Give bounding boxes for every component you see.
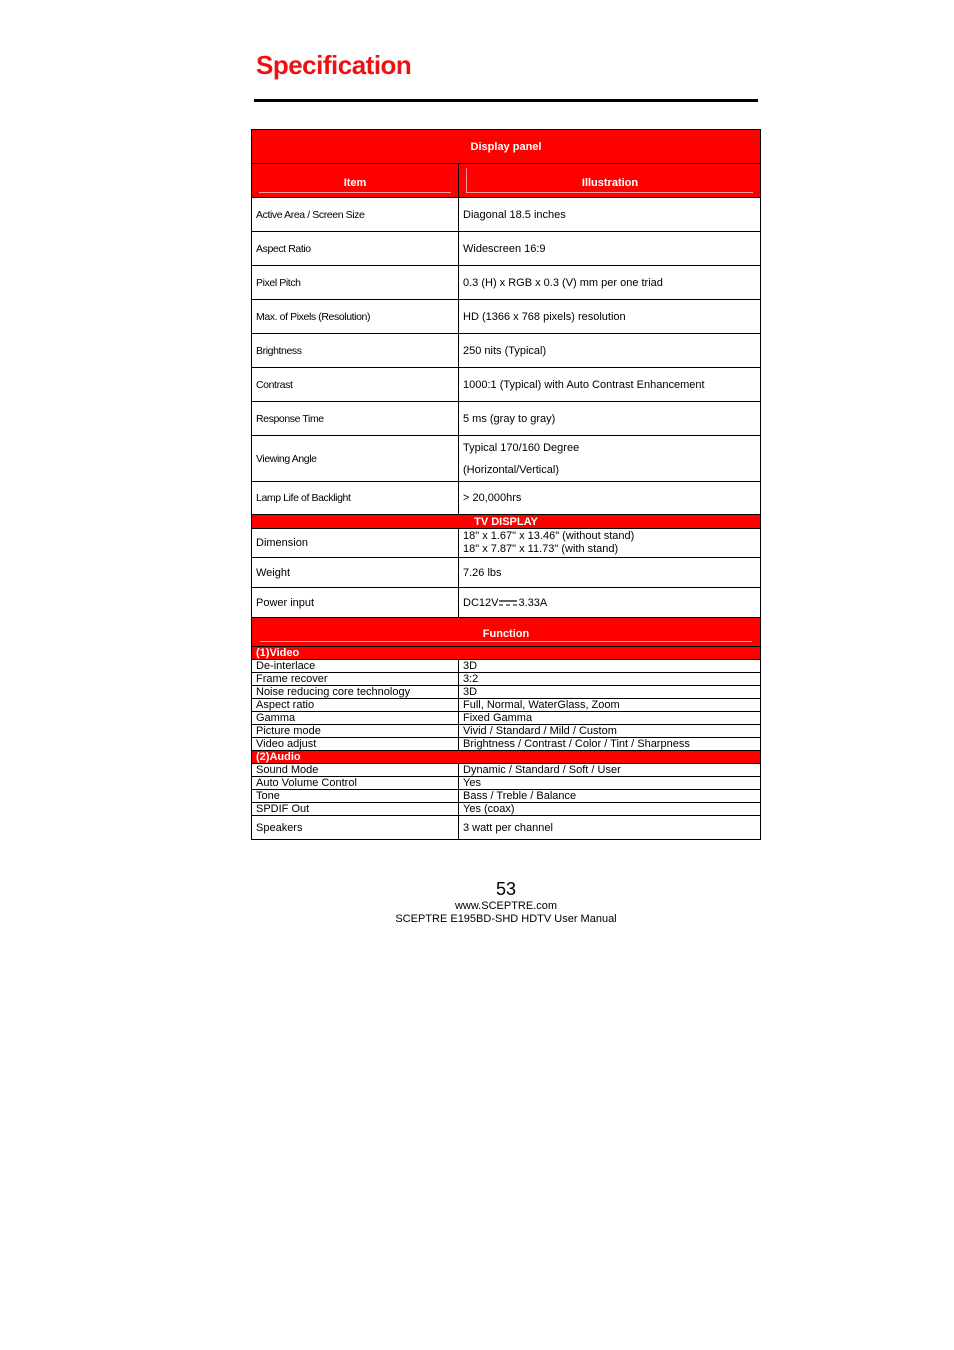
spec-value-line: Typical 170/160 Degree <box>463 441 580 454</box>
table-row <box>252 725 761 738</box>
table-row <box>252 266 761 300</box>
video-heading: (1)Video <box>252 647 761 660</box>
spec-item: Tone <box>252 790 459 803</box>
audio-subheader-row <box>252 751 761 764</box>
audio-heading: (2)Audio <box>252 751 761 764</box>
power-value-suffix: 3.33A <box>518 596 548 609</box>
page-title: Specification <box>256 50 412 80</box>
spec-value: 3 watt per channel <box>459 816 761 840</box>
spec-value: Yes <box>459 777 761 790</box>
table-row <box>252 777 761 790</box>
spec-value: Dynamic / Standard / Soft / User <box>459 764 761 777</box>
spec-value: Fixed Gamma <box>459 712 761 725</box>
spec-value <box>459 436 761 482</box>
spec-value: 3D <box>459 686 761 699</box>
table-row <box>252 738 761 751</box>
table-row <box>252 764 761 777</box>
page-footer <box>0 878 954 926</box>
spec-item: Power input <box>252 588 459 618</box>
column-header-illustration: Illustration <box>459 164 761 198</box>
spec-item: Pixel Pitch <box>252 266 459 300</box>
spec-value-line: 18" x 1.67" x 13.46" (without stand) <box>463 530 635 542</box>
spec-value: 0.3 (H) x RGB x 0.3 (V) mm per one triad <box>459 266 761 300</box>
table-row <box>252 436 761 482</box>
spec-item: Weight <box>252 558 459 588</box>
spec-value: Widescreen 16:9 <box>459 232 761 266</box>
spec-value: Vivid / Standard / Mild / Custom <box>459 725 761 738</box>
page-number: 53 <box>495 879 517 899</box>
spec-value: 5 ms (gray to gray) <box>459 402 761 436</box>
table-row <box>252 686 761 699</box>
table-row <box>252 300 761 334</box>
spec-item: De-interlace <box>252 660 459 673</box>
spec-item: Noise reducing core technology <box>252 686 459 699</box>
table-row <box>252 198 761 232</box>
spec-value: Bass / Treble / Balance <box>459 790 761 803</box>
spec-item: Picture mode <box>252 725 459 738</box>
display-panel-header-row <box>252 130 761 164</box>
table-row <box>252 790 761 803</box>
table-row <box>252 482 761 515</box>
table-row <box>252 232 761 266</box>
table-row <box>252 402 761 436</box>
table-row <box>252 334 761 368</box>
spec-item: Aspect Ratio <box>252 232 459 266</box>
spec-item: Brightness <box>252 334 459 368</box>
table-row <box>252 712 761 725</box>
tv-display-header-row <box>252 515 761 529</box>
spec-item: Gamma <box>252 712 459 725</box>
spec-item: Viewing Angle <box>252 436 459 482</box>
function-header-row <box>252 618 761 647</box>
tv-display-heading: TV DISPLAY <box>252 515 761 529</box>
spec-item: Max. of Pixels (Resolution) <box>252 300 459 334</box>
spec-value <box>459 529 761 558</box>
table-row <box>252 816 761 840</box>
spec-value: 3D <box>459 660 761 673</box>
spec-value-line: 18" x 7.87" x 11.73" (with stand) <box>463 543 619 555</box>
spec-item: Aspect ratio <box>252 699 459 712</box>
spec-item: Speakers <box>252 816 459 840</box>
spec-value: 250 nits (Typical) <box>459 334 761 368</box>
spec-item: Response Time <box>252 402 459 436</box>
table-row <box>252 660 761 673</box>
table-row <box>252 673 761 686</box>
spec-value: > 20,000hrs <box>459 482 761 515</box>
spec-item: Frame recover <box>252 673 459 686</box>
table-row <box>252 368 761 402</box>
spec-value: 7.26 lbs <box>459 558 761 588</box>
footer-website: www.SCEPTRE.com <box>454 900 558 912</box>
column-header-item: Item <box>252 164 459 198</box>
spec-value-line: (Horizontal/Vertical) <box>463 463 559 476</box>
spec-table <box>251 129 761 840</box>
dc-current-icon <box>499 599 517 607</box>
spec-item: Dimension <box>252 529 459 558</box>
spec-value <box>459 588 761 618</box>
function-heading: Function <box>252 618 761 647</box>
video-subheader-row <box>252 647 761 660</box>
spec-value: Yes (coax) <box>459 803 761 816</box>
spec-value: Full, Normal, WaterGlass, Zoom <box>459 699 761 712</box>
spec-value: Diagonal 18.5 inches <box>459 198 761 232</box>
spec-item: Auto Volume Control <box>252 777 459 790</box>
spec-item: Lamp Life of Backlight <box>252 482 459 515</box>
table-row <box>252 558 761 588</box>
title-rule <box>254 99 758 102</box>
power-value-prefix: DC12V <box>463 596 499 609</box>
table-row <box>252 588 761 618</box>
spec-value: Brightness / Contrast / Color / Tint / Sharpness <box>459 738 761 751</box>
spec-item: Sound Mode <box>252 764 459 777</box>
spec-value: 3:2 <box>459 673 761 686</box>
table-row <box>252 699 761 712</box>
spec-value: HD (1366 x 768 pixels) resolution <box>459 300 761 334</box>
display-panel-heading: Display panel <box>252 130 761 164</box>
footer-manual-title: SCEPTRE E195BD-SHD HDTV User Manual <box>395 913 617 925</box>
spec-item: SPDIF Out <box>252 803 459 816</box>
spec-item: Contrast <box>252 368 459 402</box>
spec-item: Video adjust <box>252 738 459 751</box>
column-header-row <box>252 164 761 198</box>
spec-value: 1000:1 (Typical) with Auto Contrast Enhancement <box>459 368 761 402</box>
table-row <box>252 803 761 816</box>
spec-item: Active Area / Screen Size <box>252 198 459 232</box>
table-row <box>252 529 761 558</box>
